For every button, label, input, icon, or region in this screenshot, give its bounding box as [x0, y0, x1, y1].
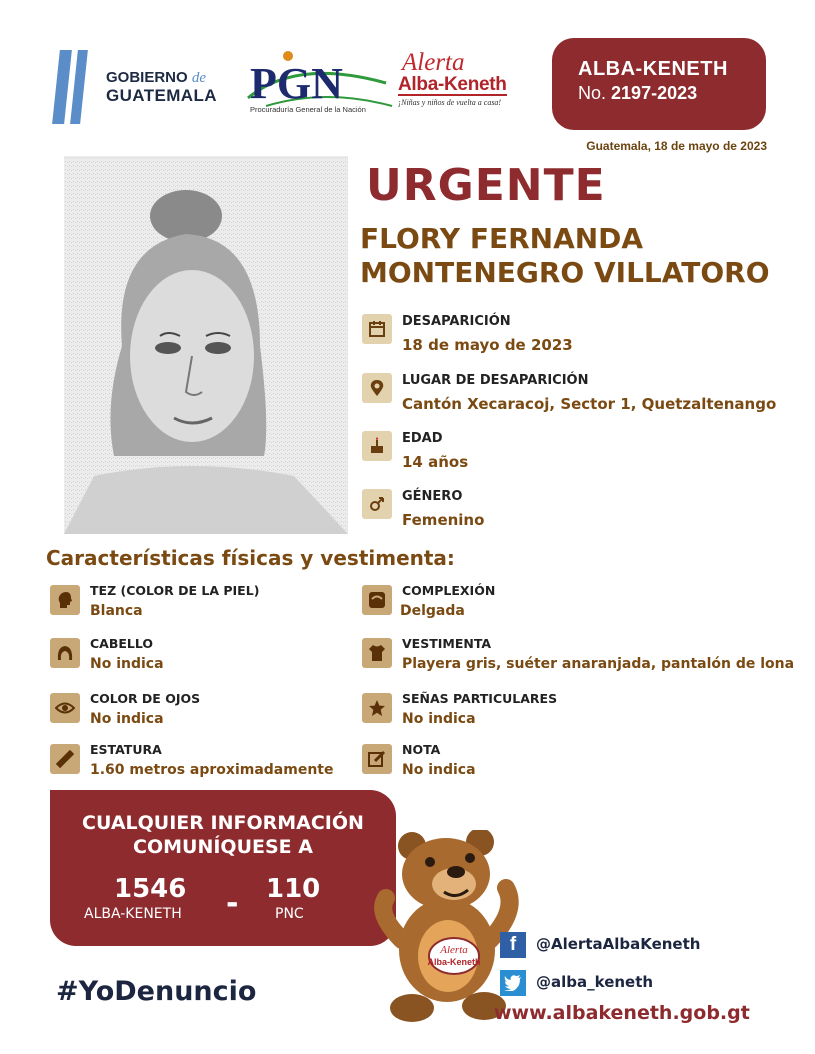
twitter-icon	[500, 970, 526, 996]
eye-icon	[50, 693, 80, 723]
alerta-alba-keneth-logo	[398, 50, 532, 107]
mascot-badge-line-2: Alba-Keneth	[427, 957, 481, 967]
name-line-2: MONTENEGRO VILLATORO	[360, 255, 770, 289]
missing-person-photo	[64, 156, 348, 534]
twitter-handle[interactable]: @alba_keneth	[536, 973, 654, 991]
feature-value: No indica	[90, 656, 164, 672]
number-separator: -	[226, 886, 239, 921]
ruler-icon	[50, 744, 80, 774]
calendar-icon	[362, 314, 392, 344]
case-title: ALBA-KENETH	[578, 58, 728, 80]
bear-mascot-image	[372, 830, 522, 1026]
facebook-handle[interactable]: @AlertaAlbaKeneth	[536, 935, 701, 953]
scale-icon	[362, 585, 392, 615]
phone-label-alba-keneth: ALBA-KENETH	[84, 906, 182, 922]
detail-value: Femenino	[402, 511, 485, 529]
feature-value: No indica	[402, 762, 476, 778]
alba-keneth-logo-word: Alba-Keneth	[398, 74, 507, 95]
name-line-1: FLORY FERNANDA	[360, 222, 644, 255]
gobierno-guatemala-logo-text: GOBIERNO de GUATEMALA	[106, 69, 217, 105]
alerta-logo-word: Alerta	[402, 49, 465, 76]
feature-label: ESTATURA	[90, 742, 162, 757]
feature-label: TEZ (COLOR DE LA PIEL)	[90, 583, 260, 598]
pgn-logo-text: PGN	[250, 59, 343, 108]
missing-person-name	[360, 222, 770, 289]
detail-value: 18 de mayo de 2023	[402, 336, 573, 354]
star-icon	[362, 693, 392, 723]
feature-value: No indica	[90, 711, 164, 727]
detail-label: GÉNERO	[402, 489, 463, 504]
pgn-subtitle: Procuraduría General de la Nación	[250, 105, 366, 114]
feature-value: No indica	[402, 711, 476, 727]
urgent-heading: URGENTE	[366, 160, 606, 211]
facebook-icon: f	[500, 932, 526, 958]
detail-value: 14 años	[402, 453, 469, 471]
hair-icon	[50, 638, 80, 668]
feature-label: COMPLEXIÓN	[402, 583, 496, 598]
feature-value: 1.60 metros aproximadamente	[90, 762, 334, 778]
mascot-badge-line-1: Alerta	[440, 944, 468, 956]
issue-date: Guatemala, 18 de mayo de 2023	[586, 139, 767, 153]
phone-number-pnc[interactable]: 110	[266, 874, 321, 904]
characteristics-heading: Características físicas y vestimenta:	[46, 546, 455, 570]
head-profile-icon	[50, 585, 80, 615]
feature-label: SEÑAS PARTICULARES	[402, 691, 558, 706]
feature-label: VESTIMENTA	[402, 636, 492, 651]
detail-label: DESAPARICIÓN	[402, 314, 511, 329]
detail-label: LUGAR DE DESAPARICIÓN	[402, 373, 589, 388]
location-pin-icon	[362, 373, 392, 403]
detail-value: Cantón Xecaracoj, Sector 1, Quetzaltenango	[402, 395, 777, 413]
contact-heading: CUALQUIER INFORMACIÓN COMUNÍQUESE A	[82, 812, 364, 858]
gender-icon	[362, 489, 392, 519]
phone-label-pnc: PNC	[275, 906, 304, 922]
alerta-logo-slogan: ¡Niñas y niños de vuelta a casa!	[398, 98, 502, 107]
case-number-badge	[552, 38, 766, 130]
feature-label: COLOR DE OJOS	[90, 691, 201, 706]
feature-value: Playera gris, suéter anaranjada, pantalón de lona	[402, 656, 795, 672]
feature-value: Delgada	[400, 603, 465, 619]
birthday-cake-icon	[362, 431, 392, 461]
hashtag-yodenuncio: #YoDenuncio	[56, 976, 257, 1007]
case-number: No. 2197-2023	[578, 83, 698, 103]
phone-number-alba-keneth[interactable]: 1546	[114, 874, 187, 904]
gobierno-guatemala-logo-bars	[52, 50, 96, 124]
shirt-icon	[362, 638, 392, 668]
note-edit-icon	[362, 744, 392, 774]
website-link[interactable]: www.albakeneth.gob.gt	[494, 1002, 750, 1024]
detail-label: EDAD	[402, 431, 443, 446]
contact-info-box	[50, 790, 396, 946]
feature-label: CABELLO	[90, 636, 154, 651]
feature-value: Blanca	[90, 603, 143, 619]
feature-label: NOTA	[402, 742, 441, 757]
